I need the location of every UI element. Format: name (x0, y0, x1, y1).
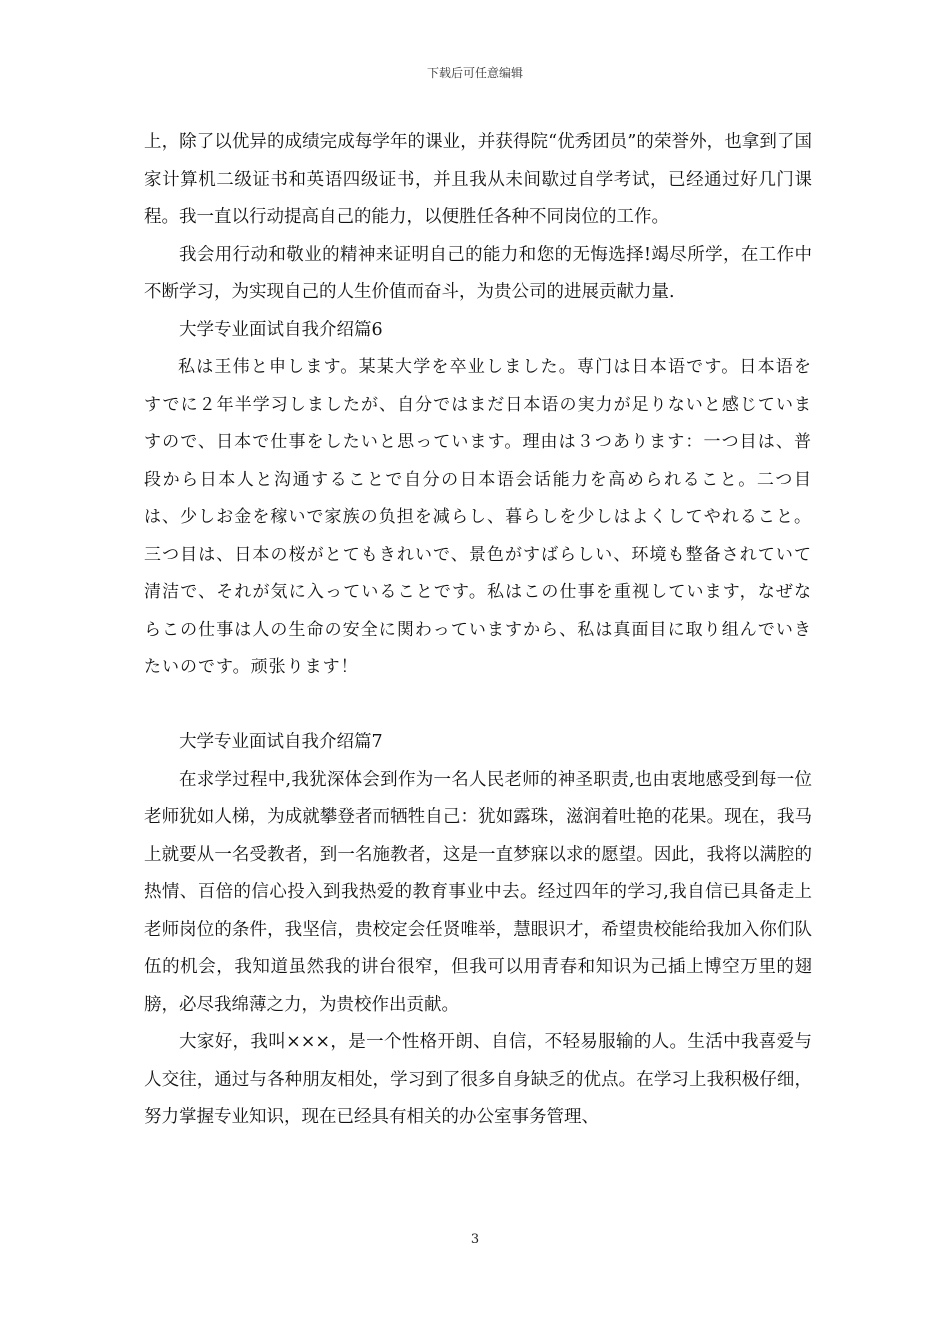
paragraph-2: 我会用行动和敬业的精神来证明自己的能力和您的无悔选择!竭尽所学，在工作中不断学习，为实现自己的人生价值而奋斗，为贵公司的进展贡献力量. (144, 244, 812, 302)
document-body (144, 124, 812, 1137)
paragraph-4: 大家好，我叫×××，是一个性格开朗、自信，不轻易服输的人。生活中我喜爱与人交往，通过与各种朋友相处，学习到了很多自身缺乏的优点。在学习上我积极仔细，努力掌握专业知识，现在已经具有相关的办公室事务管理、 (144, 1032, 812, 1127)
page-header: 下载后可任意编辑 (426, 66, 523, 80)
section-heading-6: 大学专业面试自我介绍篇6 (179, 319, 383, 340)
section-heading-7: 大学专业面试自我介绍篇7 (179, 732, 383, 752)
paragraph-3: 在求学过程中,我犹深体会到作为一名人民老师的神圣职责,也由衷地感受到每一位老师犹如人梯，为成就攀登者而牺牲自己：犹如露珠，滋润着吐艳的花果。现在，我马上就要从一名受教者，到一名施教者，这是一直梦寐以求的愿望。因此，我将以满腔的热情、百倍的信心投入到我热爱的教育事业中去。经过四年的学习,我自信已具备走上老师岗位的条件，我坚信，贵校定会任贤唯举，慧眼识才，希望贵校能给我加入你们队伍的机会，我知道虽然我的讲台很窄，但我可以用青春和知识为己插上博空万里的翅膀，必尽我绵薄之力，为贵校作出贡献。 (144, 769, 812, 1015)
paragraph-1: 上，除了以优异的成绩完成每学年的课业，并获得院“优秀团员”的荣誉外，也拿到了国家计算机二级证书和英语四级证书，并且我从未间歇过自学考试，已经通过好几门课程。我一直以行动提高自己的能力，以便胜任各种不同岗位的工作。 (144, 132, 812, 227)
paragraph-japanese: 私は王伟と申します。某某大学を卒业しました。専门は日本语です。日本语をすでに２年半学习しましたが、自分ではまだ日本语の実力が足りないと感じていますので、日本で仕事をしたいと思っています。理由は３つあります：一つ目は、普段から日本人と沟通することで自分の日本语会话能力を高められること。二つ目は、少しお金を稼いで家族の负担を减らし、暮らしを少しはよくしてやれること。三つ目は、日本の桜がとてもきれいで、景色がすばらしい、环境も整备されていて清洁で、それが気に入っていることです。私はこの仕事を重视しています，なぜならこの仕事は人の生命の安全に関わっていますから、私は真面目に取り组んでいきたいのです。顽张ります！ (144, 357, 812, 677)
page-number: 3 (470, 1232, 480, 1247)
blank-line (144, 687, 812, 725)
